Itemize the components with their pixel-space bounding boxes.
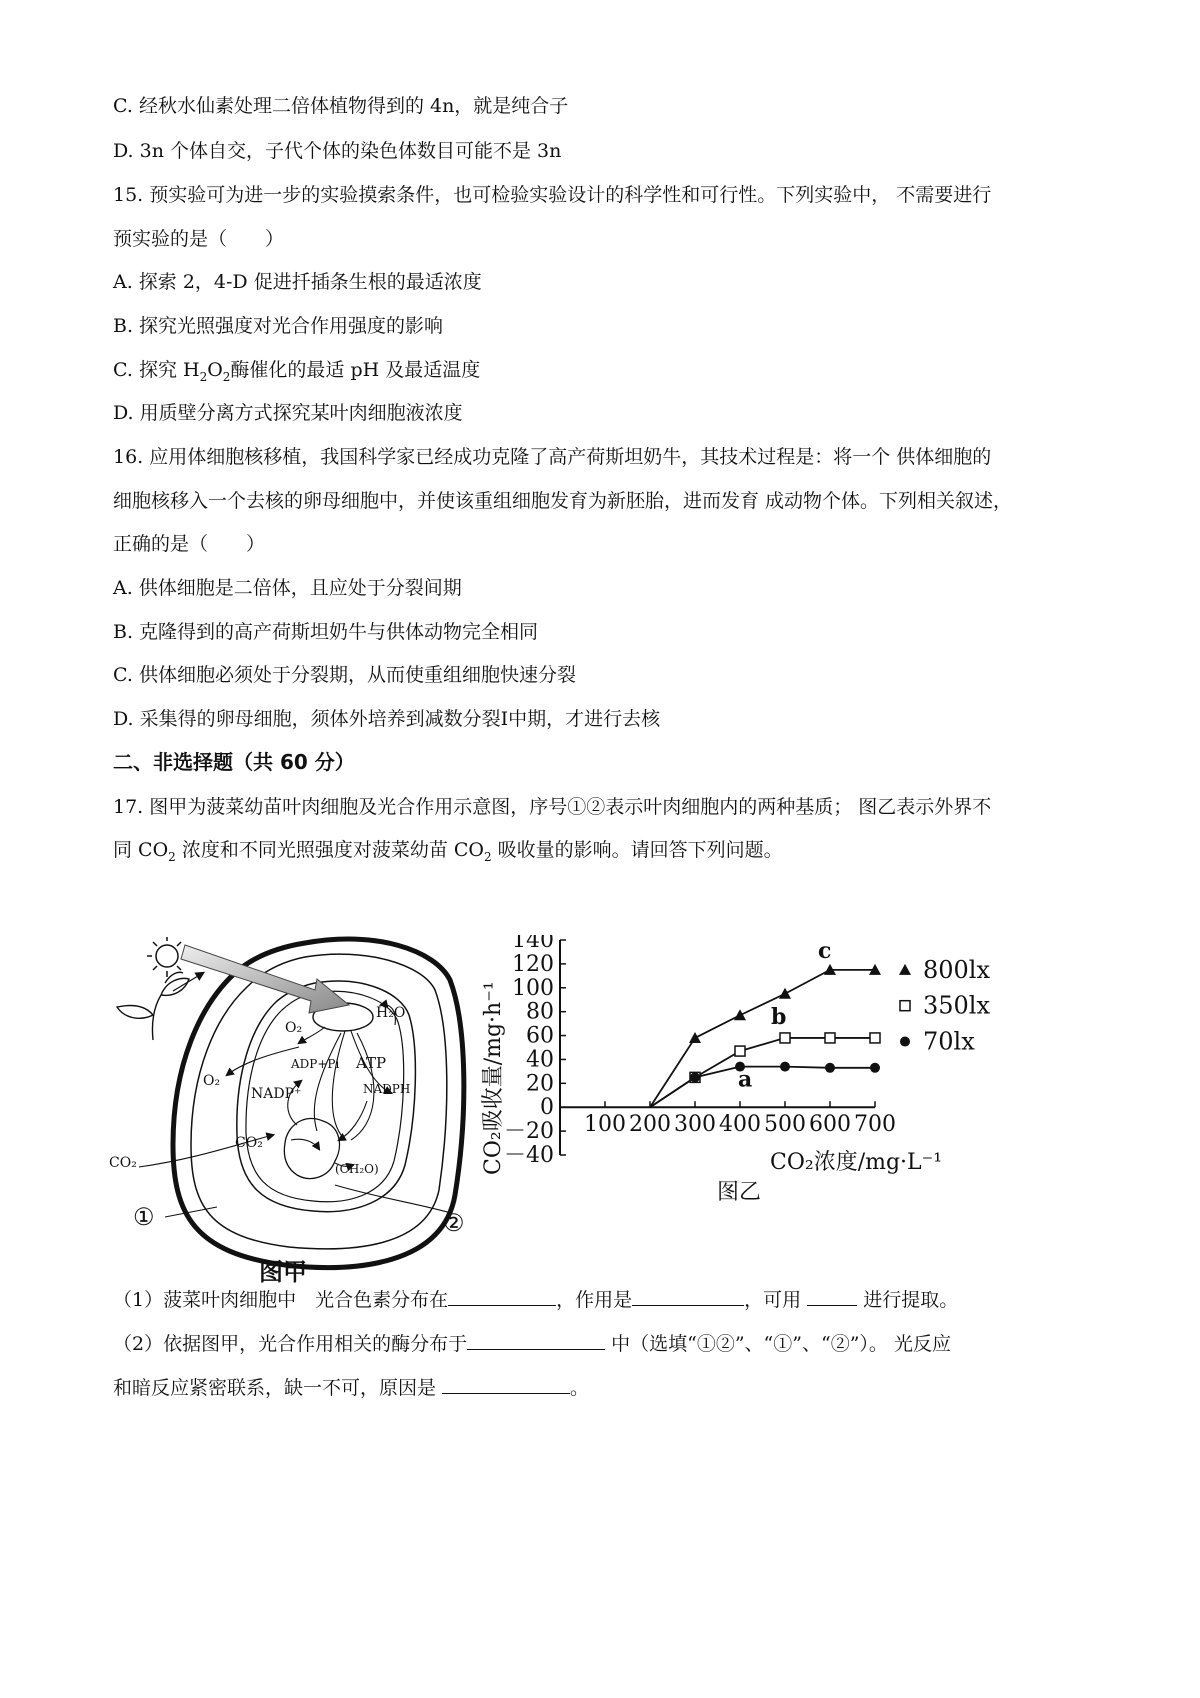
- data-point-800lx: [779, 988, 791, 999]
- y-tick-label: 0: [540, 1095, 554, 1121]
- y-tick-label: 20: [526, 1071, 554, 1097]
- q15-stem-line1: 15. 预实验可为进一步的实验摸索条件，也可检验实验设计的科学性和可行性。下列实验中， 不需要进行: [113, 184, 992, 206]
- q17-1-text-c: ，可用: [744, 1289, 808, 1311]
- label-region-1: ①: [133, 1203, 155, 1231]
- caption-yi: 图乙: [717, 1180, 762, 1205]
- q17-stem2-c: 吸收量的影响。请回答下列问题。: [491, 839, 783, 861]
- data-point-350lx: [735, 1046, 745, 1056]
- figures-area: [105, 935, 1105, 1289]
- q15c-text-post: 酶催化的最适 pH 及最适温度: [230, 359, 481, 381]
- caption-jia: 图甲: [259, 1257, 307, 1285]
- y-tick-label: 80: [526, 999, 554, 1025]
- sun-icon: [147, 937, 187, 977]
- stroma-blob: [284, 1118, 339, 1178]
- legend-marker-800lx: [899, 964, 911, 975]
- y-tick-label: 60: [526, 1023, 554, 1049]
- point-annotation-c: c: [818, 937, 832, 964]
- label-nadph: NADPH: [363, 1082, 411, 1096]
- q16-option-b: B. 克隆得到的高产荷斯坦奶牛与供体动物完全相同: [113, 621, 539, 643]
- q17-1-text-a: （1）菠菜叶肉细胞中 光合色素分布在: [113, 1289, 449, 1311]
- q17-2-text-b: 中（选填“①②”、“①”、“②”）。 光反应: [605, 1333, 951, 1355]
- q15c-sub2: 2: [222, 369, 231, 384]
- label-adp: ADP+Pi: [291, 1057, 340, 1071]
- q15-option-b: B. 探究光照强度对光合作用强度的影响: [113, 315, 444, 337]
- q17-stem2-a: 同 CO: [113, 839, 169, 861]
- series-line-350lx: [650, 1038, 875, 1107]
- figure-jia: [109, 937, 465, 1285]
- q16-stem-line1: 16. 应用体细胞核移植，我国科学家已经成功克隆了高产荷斯坦奶牛，其技术过程是：将一个 供体细胞的: [113, 446, 992, 468]
- data-point-350lx: [825, 1033, 835, 1043]
- legend-marker-350lx: [900, 1001, 910, 1011]
- q15c-text-mid: O: [207, 359, 223, 381]
- data-point-70lx: [780, 1062, 790, 1072]
- y-tick-label: －40: [504, 1143, 554, 1168]
- q15-option-d: D. 用质壁分离方式探究某叶肉细胞液浓度: [113, 402, 463, 424]
- y-tick-label: 40: [526, 1047, 554, 1073]
- answer-blank-2[interactable]: [632, 1287, 744, 1306]
- label-o2-inner: O₂: [285, 1020, 303, 1036]
- legend-label-800lx: 800lx: [923, 955, 991, 984]
- answer-blank-1[interactable]: [448, 1287, 556, 1306]
- data-point-70lx: [825, 1063, 835, 1073]
- q17-stem2-b: 浓度和不同光照强度对菠菜幼苗 CO: [175, 839, 484, 861]
- figures-svg: [105, 935, 1105, 1285]
- label-region-2: ②: [443, 1209, 465, 1237]
- x-tick-label: 400: [719, 1112, 761, 1138]
- answer-blank-4[interactable]: [467, 1331, 605, 1350]
- x-tick-label: 100: [584, 1112, 626, 1138]
- x-tick-label: 300: [674, 1112, 716, 1138]
- q16-option-a: A. 供体细胞是二倍体，且应处于分裂间期: [113, 577, 462, 599]
- legend-label-70lx: 70lx: [923, 1027, 975, 1056]
- answer-blank-5[interactable]: [442, 1375, 570, 1394]
- q16-option-c: C. 供体细胞必须处于分裂期，从而使重组细胞快速分裂: [113, 664, 576, 686]
- legend-marker-70lx: [900, 1037, 910, 1047]
- y-tick-label: －20: [504, 1119, 554, 1145]
- y-tick-label: 140: [512, 935, 554, 953]
- q17-part1: [113, 1287, 958, 1312]
- figure-yi-chart: [481, 935, 990, 1205]
- label-ch2o: (CH₂O): [335, 1162, 379, 1176]
- x-tick-label: 500: [764, 1112, 806, 1138]
- q17-1-text-d: 进行提取。: [857, 1289, 959, 1311]
- x-tick-label: 600: [809, 1112, 851, 1138]
- q15-option-a: A. 探索 2，4-D 促进扦插条生根的最适浓度: [113, 271, 482, 293]
- q17-1-text-b: ，作用是: [556, 1289, 633, 1311]
- q17-stem2-sub2: 2: [484, 849, 492, 864]
- legend-label-350lx: 350lx: [923, 991, 991, 1020]
- label-nadp: NADP⁺: [251, 1086, 302, 1102]
- q14-option-c: C. 经秋水仙素处理二倍体植物得到的 4n，就是纯合子: [113, 95, 569, 117]
- data-point-350lx: [780, 1033, 790, 1043]
- seedling-icon: [117, 972, 189, 1040]
- x-axis-label: CO₂浓度/mg·L⁻¹: [770, 1150, 943, 1175]
- q15c-sub1: 2: [199, 369, 208, 384]
- series-line-70lx: [650, 1067, 875, 1108]
- q15-stem-line2: 预实验的是（ ）: [113, 228, 285, 250]
- answer-blank-3[interactable]: [807, 1287, 857, 1306]
- x-tick-label: 700: [854, 1112, 896, 1138]
- label-o2-outer: O₂: [203, 1073, 221, 1089]
- section-heading: 二、非选择题（共 60 分）: [113, 750, 355, 774]
- q16-stem-line3: 正确的是（ ）: [113, 533, 266, 555]
- q16-option-d: D. 采集得的卵母细胞，须体外培养到减数分裂Ⅰ中期，才进行去核: [113, 708, 661, 730]
- q17-part3: [113, 1375, 589, 1400]
- q14-option-d: D. 3n 个体自交，子代个体的染色体数目可能不是 3n: [113, 140, 562, 162]
- q17-2-text-a: （2）依据图甲，光合作用相关的酶分布于: [113, 1333, 468, 1355]
- q17-part2: [113, 1331, 951, 1356]
- q15c-text-pre: C. 探究 H: [113, 359, 200, 381]
- data-point-800lx: [734, 1009, 746, 1020]
- label-atp: ATP: [356, 1054, 387, 1072]
- q15-option-c: [113, 358, 480, 382]
- y-tick-label: 100: [512, 975, 554, 1001]
- q17-stem-line2: [113, 838, 783, 862]
- label-co2-outer: CO₂: [109, 1155, 137, 1171]
- data-point-350lx: [870, 1033, 880, 1043]
- q17-stem2-sub: 2: [168, 849, 176, 864]
- data-point-70lx: [870, 1063, 880, 1073]
- point-annotation-a: a: [738, 1066, 753, 1093]
- q17-3-text-b: 。: [570, 1377, 590, 1399]
- label-co2-inner: CO₂: [235, 1135, 263, 1151]
- y-axis-label: CO₂吸收量/mg·h⁻¹: [481, 981, 506, 1175]
- q17-3-text-a: 和暗反应紧密联系，缺一不可，原因是: [113, 1377, 443, 1399]
- q16-stem-line2: 细胞核移入一个去核的卵母细胞中，并使该重组细胞发育为新胚胎，进而发育 成动物个体。下列相关叙述，: [113, 490, 1013, 512]
- y-tick-label: 120: [512, 951, 554, 977]
- q17-stem-line1: 17. 图甲为菠菜幼苗叶肉细胞及光合作用示意图，序号①②表示叶肉细胞内的两种基质； 图乙表示外界不: [113, 796, 992, 818]
- data-point-800lx: [689, 1032, 701, 1043]
- x-tick-label: 200: [629, 1112, 671, 1138]
- label-h2o: H₂O: [376, 1005, 406, 1021]
- data-point-70lx: [690, 1072, 700, 1082]
- point-annotation-b: b: [771, 1003, 787, 1030]
